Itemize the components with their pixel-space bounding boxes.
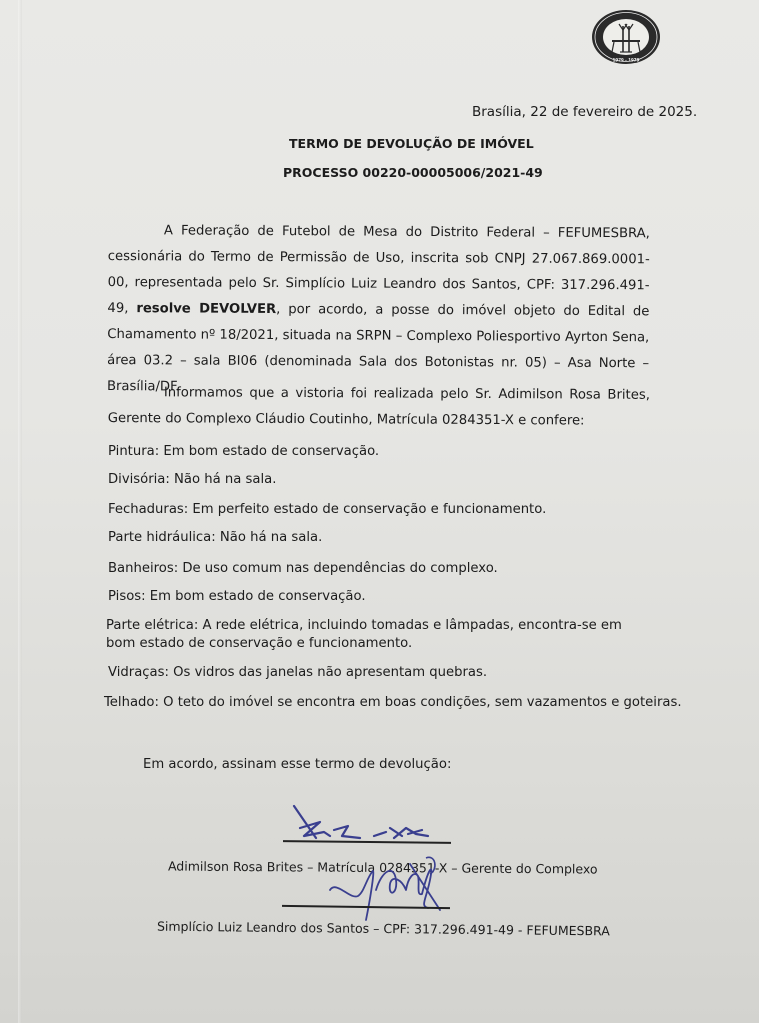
inspection-value: O teto do imóvel se encontra em boas condições, sem vazamentos e goteiras. (163, 695, 682, 710)
inspection-item-eletrica (106, 617, 654, 653)
svg-text:1979 - 1979: 1979 - 1979 (612, 57, 640, 63)
inspection-label: Pisos: (108, 589, 146, 604)
inspection-value: Os vidros das janelas não apresentam quebras. (173, 665, 488, 680)
inspection-item-pisos (108, 589, 366, 604)
agreement-statement: Em acordo, assinam esse termo de devolução: (143, 757, 452, 772)
inspection-item-pintura (108, 444, 379, 459)
inspection-item-banheiros (108, 561, 498, 576)
inspection-label: Fechaduras: (108, 502, 189, 517)
paragraph-devolution-part2: , por acordo, a posse do imóvel objeto do Edital de Chamamento nº 18/2021, situada na SRPN – Complexo Poliesportivo Ayrton Sena, área 03.2 – sala BI06 (denominada Sala dos Botonistas nr. 05) – Asa Norte – Brasília/DF. (106, 302, 650, 395)
signer-adimilson: Adimilson Rosa Brites – Matrícula 0284351-X – Gerente do Complexo (167, 858, 598, 877)
inspection-value: Em perfeito estado de conservação e funcionamento. (192, 502, 547, 517)
inspection-item-fechaduras (108, 502, 546, 517)
inspection-label: Banheiros: (108, 561, 179, 576)
inspection-item-hidraulica (108, 530, 322, 545)
inspection-value: Em bom estado de conservação. (163, 444, 380, 459)
inspection-label: Parte hidráulica: (108, 530, 216, 545)
process-number: PROCESSO 00220-00005006/2021-49 (283, 165, 543, 180)
document-title: TERMO DE DEVOLUÇÃO DE IMÓVEL (289, 136, 534, 151)
handwritten-signature-icon (290, 800, 460, 845)
signer-simplicio: Simplício Luiz Leandro dos Santos – CPF: 317.296.491-49 - FEFUMESBRA (156, 918, 610, 939)
paragraph-devolution-part1: A Federação de Futebol de Mesa do Distrito Federal – FEFUMESBRA, cessionária do Termo de Permissão de Uso, inscrita sob CNPJ 27.067.869.0001-00, representada pelo Sr. Simplício Luiz Leandro dos Santos, CPF: 317.296.491-49, (107, 223, 650, 317)
inspection-label: Divisória: (108, 472, 170, 487)
paragraph-inspection-text: Informamos que a vistoria foi realizada pelo Sr. Adimilson Rosa Brites, Gerente do Complexo Cláudio Coutinho, Matrícula 0284351-X e confere: (107, 385, 650, 429)
paragraph-devolution-bold: resolve DEVOLVER (136, 301, 277, 318)
inspection-item-divisoria (108, 472, 276, 487)
inspection-label: Pintura: (108, 444, 160, 459)
paper-fold-shadow (18, 0, 22, 1023)
inspection-item-telhado (104, 695, 682, 710)
inspection-value: Não há na sala. (219, 530, 323, 545)
federation-seal-icon (590, 8, 662, 66)
inspection-value: Não há na sala. (174, 472, 277, 487)
document-date: Brasília, 22 de fevereiro de 2025. (472, 104, 698, 120)
handwritten-signature-icon (310, 850, 460, 925)
inspection-value: Em bom estado de conservação. (149, 589, 366, 604)
inspection-value: De uso comum nas dependências do complexo. (182, 561, 498, 576)
paragraph-devolution (107, 218, 650, 403)
inspection-label: Telhado: (104, 695, 159, 710)
paragraph-inspection (108, 380, 650, 435)
inspection-value: A rede elétrica, incluindo tomadas e lâmpadas, encontra-se em bom estado de conservação e funcionamento. (106, 618, 622, 651)
inspection-item-vidracas (108, 665, 487, 680)
inspection-label: Parte elétrica: (106, 618, 199, 633)
inspection-label: Vidraças: (108, 665, 169, 680)
